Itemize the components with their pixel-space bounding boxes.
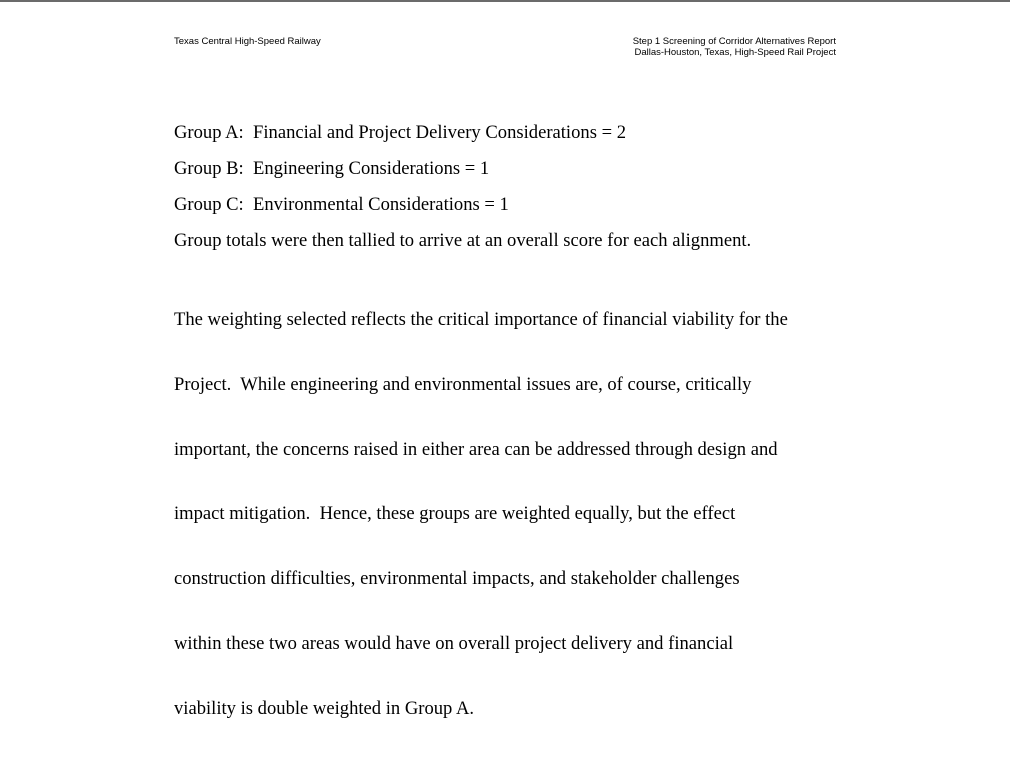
weighting-line: impact mitigation. Hence, these groups are weighted equally, but the effect [174,503,736,525]
weighting-line: viability is double weighted in Group A. [174,697,475,719]
group-b-weight: Group B: Engineering Considerations = 1 [174,157,490,179]
weighting-line: construction difficulties, environmental impacts, and stakeholder challenges [174,568,740,590]
weighting-paragraph [174,266,844,763]
weighting-line: The weighting selected reflects the critical importance of financial viability for the [174,309,788,331]
header-project-name: Dallas-Houston, Texas, High-Speed Rail Project [634,47,836,58]
group-a-weight: Group A: Financial and Project Delivery Considerations = 2 [174,122,627,143]
weighting-line: Project. While engineering and environmental issues are, of course, critically [174,373,752,395]
header-company-name: Texas Central High-Speed Railway [174,36,321,47]
weighting-line: important, the concerns raised in either area can be addressed through design and [174,438,778,460]
document-body [174,122,844,763]
header-report-title [633,36,836,58]
header-report-name: Step 1 Screening of Corridor Alternatives Report [632,36,836,47]
group-c-weight: Group C: Environmental Considerations = 1 [174,193,509,215]
weighting-line: within these two areas would have on overall project delivery and financial [174,633,734,655]
totals-paragraph: Group totals were then tallied to arrive at an overall score for each alignment. [174,229,752,251]
